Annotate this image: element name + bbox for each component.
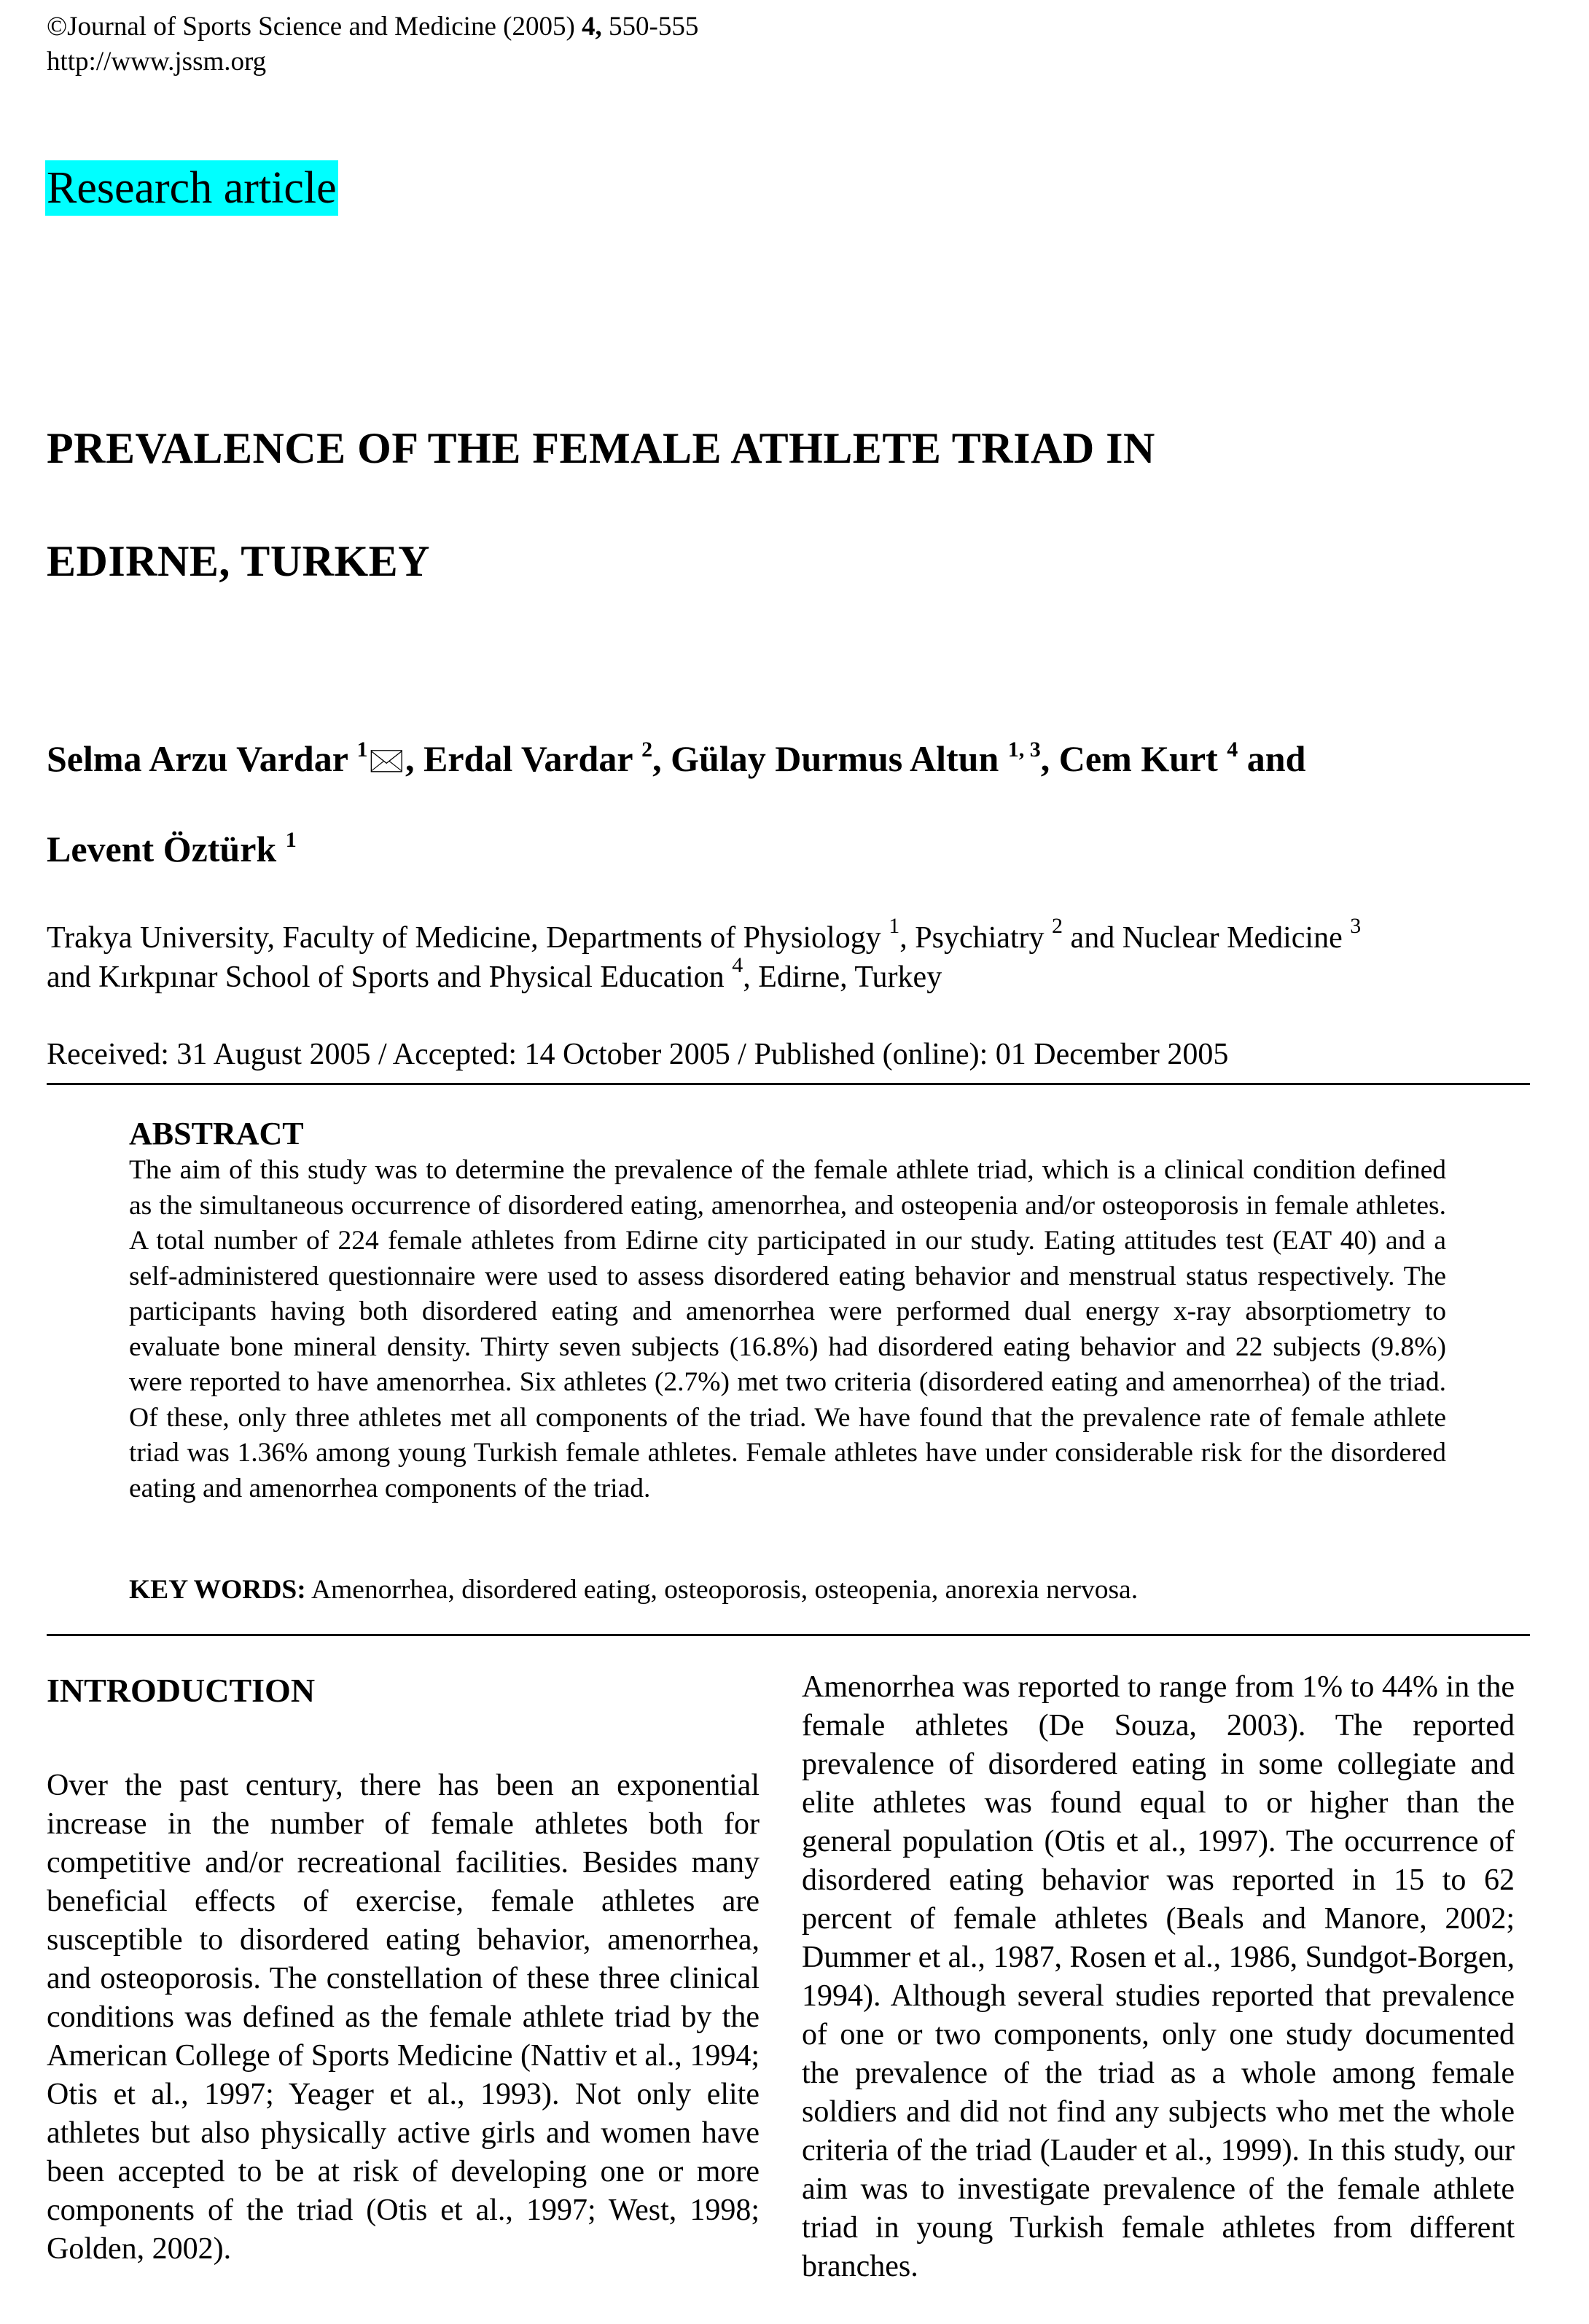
affiliation-text: Trakya University, Faculty of Medicine, Departments of Physiology: [47, 921, 889, 955]
affiliation-mark: 2: [1052, 914, 1063, 938]
section-heading-introduction: INTRODUCTION: [47, 1672, 316, 1709]
author-affiliation-mark: 2: [641, 738, 653, 762]
affiliation-mark: 1: [889, 914, 900, 938]
keywords: [129, 1573, 1138, 1608]
journal-url[interactable]: http://www.jssm.org: [47, 47, 267, 77]
author-name: Levent Öztürk: [47, 829, 286, 869]
author-affiliation-mark: 1: [285, 828, 297, 852]
author-conjunction: and: [1238, 738, 1306, 779]
divider: [47, 1634, 1530, 1636]
author-list-line-1: [47, 736, 1305, 783]
affiliation-text: and Kırkpınar School of Sports and Physical Education: [47, 960, 733, 994]
author-name: , Cem Kurt: [1040, 738, 1227, 779]
envelope-icon[interactable]: 🖂: [367, 742, 405, 779]
author-affiliation-mark: 4: [1227, 738, 1238, 762]
journal-name: ©Journal of Sports Science and Medicine (2005): [47, 12, 582, 42]
author-affiliation-mark: 1: [356, 738, 368, 762]
paper-title-line-1: PREVALENCE OF THE FEMALE ATHLETE TRIAD IN: [47, 424, 1155, 472]
affiliation-text: and Nuclear Medicine: [1063, 921, 1351, 955]
introduction-left-column: Over the past century, there has been an exponential increase in the number of female athletes both for competitive and/or recreational facilities. Besides many beneficial effects of exercise, female athletes are susceptible to disordered eating behavior, amenorrhea, and osteoporosis. The constellation of these three clinical conditions was defined as the female athlete triad by the American College of Sports Medicine (Nattiv et al., 1994; Otis et al., 1997; Yeager et al., 1993). Not only elite athletes but also physically active girls and women have been accepted to be at risk of developing one or more components of the triad (Otis et al., 1997; West, 1998; Golden, 2002).: [47, 1769, 760, 2266]
article-type-label: Research article: [45, 160, 338, 216]
divider: [47, 1083, 1530, 1085]
author-name: , Gülay Durmus Altun: [652, 738, 1008, 779]
abstract-heading: ABSTRACT: [129, 1116, 304, 1151]
author-affiliation-mark: 1, 3: [1007, 738, 1041, 762]
paper-title-line-2: EDIRNE, TURKEY: [47, 537, 430, 585]
affiliation-mark: 3: [1350, 914, 1362, 938]
author-list-line-2: [47, 826, 297, 872]
affiliation-text: , Edirne, Turkey: [743, 960, 942, 994]
keywords-text: Amenorrhea, disordered eating, osteoporosis, osteopenia, anorexia nervosa.: [305, 1575, 1139, 1605]
journal-volume: 4,: [582, 12, 602, 42]
affiliation-mark: 4: [732, 953, 743, 977]
affiliation-text: , Psychiatry: [899, 921, 1053, 955]
journal-pages: 550-555: [601, 12, 699, 42]
publication-dates: Received: 31 August 2005 / Accepted: 14 October 2005 / Published (online): 01 December 2005: [47, 1038, 1229, 1071]
author-name: Selma Arzu Vardar: [47, 738, 357, 779]
journal-citation: [47, 10, 698, 44]
author-name: , Erdal Vardar: [405, 738, 642, 779]
affiliation-line-2: [47, 953, 942, 997]
abstract-body: The aim of this study was to determine the prevalence of the female athlete triad, which is a clinical condition defined as the simultaneous occurrence of disordered eating, amenorrhea, and osteopenia and/or osteoporosis in female athletes. A total number of 224 female athletes from Edirne city participated in our study. Eating attitudes test (EAT 40) and a self-administered questionnaire were used to assess disordered eating behavior and menstrual status respectively. The participants having both disordered eating and amenorrhea were performed dual energy x-ray absorptiometry to evaluate bone mineral density. Thirty seven subjects (16.8%) had disordered eating behavior and 22 subjects (9.8%) were reported to have amenorrhea. Six athletes (2.7%) met two criteria (disordered eating and amenorrhea) of the triad. Of these, only three athletes met all components of the triad. We have found that the prevalence rate of female athlete triad was 1.36% among young Turkish female athletes. Female athletes have under considerable risk for the disordered eating and amenorrhea components of the triad.: [129, 1155, 1446, 1503]
affiliation-line-1: [47, 914, 1362, 958]
keywords-label: KEY WORDS:: [129, 1575, 306, 1605]
introduction-right-column: Amenorrhea was reported to range from 1% to 44% in the female athletes (De Souza, 2003). The reported prevalence of disordered eating in some collegiate and elite athletes was found equal to or higher than the general population (Otis et al., 1997). The occurrence of disordered eating behavior was reported in 15 to 62 percent of female athletes (Beals and Manore, 2002; Dummer et al., 1987, Rosen et al., 1986, Sundgot-Borgen, 1994). Although several studies reported that prevalence of one or two components, only one study documented the prevalence of the triad as a whole among female soldiers and did not find any subjects who met the whole criteria of the triad (Lauder et al., 1999). In this study, our aim was to investigate prevalence of the female athlete triad in young Turkish female athletes from different branches.: [802, 1670, 1515, 2283]
